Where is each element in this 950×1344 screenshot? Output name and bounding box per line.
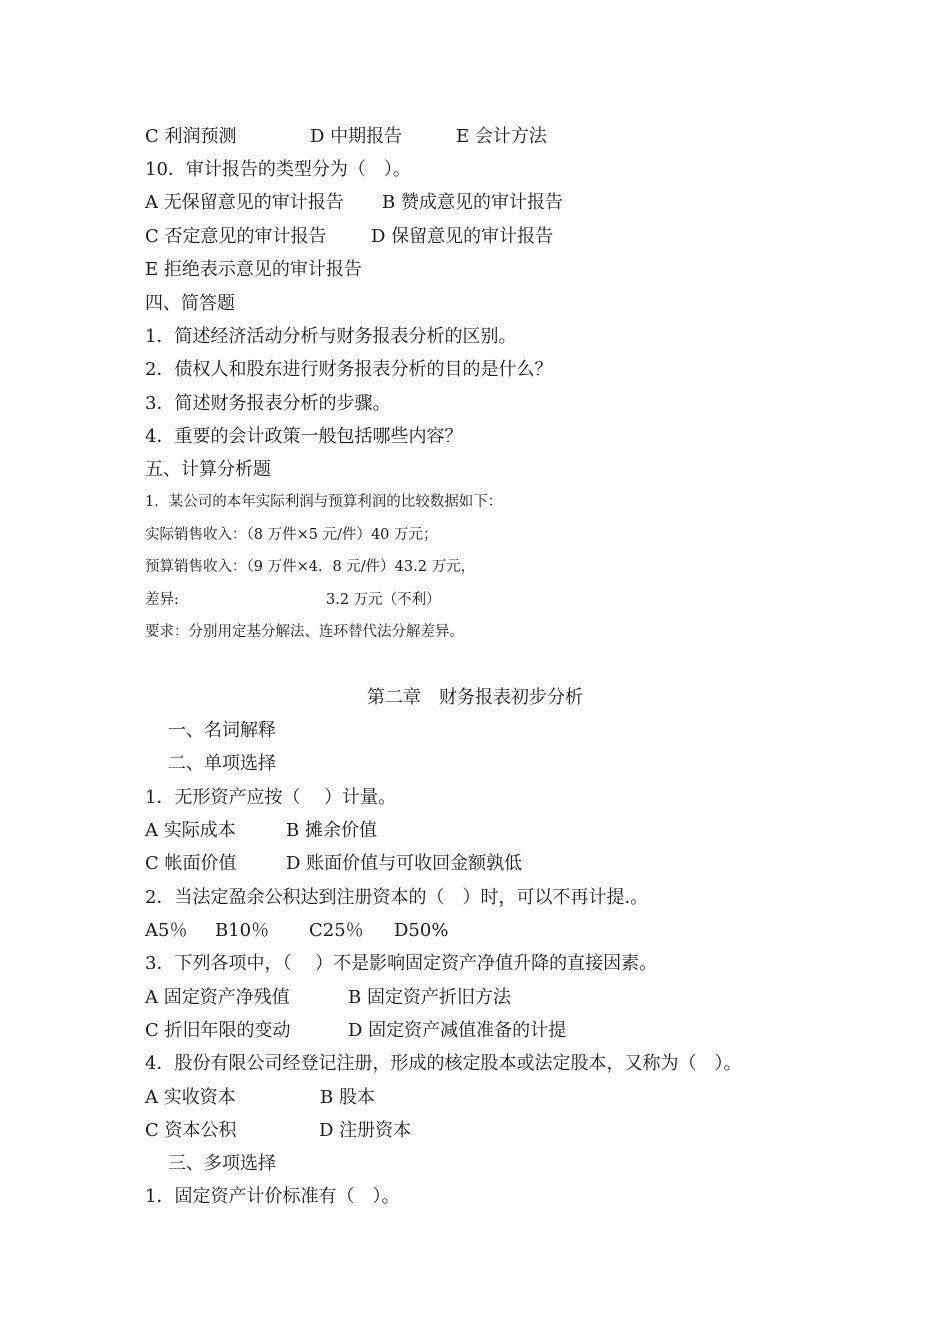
ch2-q4-option-b: B 股本 [320,1087,375,1108]
ch2-q3-option-a: A 固定资产净残值 [145,987,290,1008]
short-answer-q3: 3．简述财务报表分析的步骤。 [145,393,391,414]
q10-option-b: B 赞成意见的审计报告 [382,192,563,213]
chapter2-section-single-choice: 二、单项选择 [168,753,276,774]
short-answer-q4: 4．重要的会计政策一般包括哪些内容？ [145,426,463,447]
ch2-q2-option-c: C25％ [309,920,364,941]
q10-option-d: D 保留意见的审计报告 [371,226,554,247]
ch2-q1-option-b: B 摊余价值 [286,820,377,841]
ch2-q1-question: 1．无形资产应按（ ）计量。 [145,787,397,808]
ch2-q4-question: 4．股份有限公司经登记注册，形成的核定股本或法定股本，又称为（ ）。 [145,1053,742,1074]
calc-requirement: 要求：分别用定基分解法、连环替代法分解差异。 [145,624,464,640]
ch2-q1-option-a: A 实际成本 [145,820,236,841]
chapter2-section-terms: 一、名词解释 [168,720,276,741]
calc-difference-value: 3.2 万元（不利） [326,592,441,608]
ch2-q3-option-d: D 固定资产减值准备的计提 [348,1020,567,1041]
ch2-q4-option-a: A 实收资本 [145,1087,236,1108]
q9-option-c: C 利润预测 [145,126,237,147]
ch2-q1-option-d: D 账面价值与可收回金额孰低 [286,853,523,874]
chapter2-section-multi-choice: 三、多项选择 [168,1153,276,1174]
ch2-q4-option-d: D 注册资本 [319,1120,412,1141]
short-answer-q2: 2．债权人和股东进行财务报表分析的目的是什么？ [145,359,553,380]
chapter2-title: 第二章 财务报表初步分析 [367,687,583,708]
q10-option-a: A 无保留意见的审计报告 [145,192,344,213]
ch2-q1-option-c: C 帐面价值 [145,853,237,874]
q10-option-c: C 否定意见的审计报告 [145,226,327,247]
calc-budget-revenue: 预算销售收入：（9 万件×4．8 元/件）43.2 万元， [145,559,476,575]
ch2-q2-option-b: B10％ [215,920,270,941]
ch2-q2-option-a: A5％ [145,920,188,941]
ch2-q3-option-b: B 固定资产折旧方法 [348,987,511,1008]
q10-option-e: E 拒绝表示意见的审计报告 [145,259,362,280]
section-short-answer-heading: 四、简答题 [145,293,235,314]
short-answer-q1: 1．简述经济活动分析与财务报表分析的区别。 [145,326,517,347]
q9-option-d: D 中期报告 [310,126,403,147]
ch2-q4-option-c: C 资本公积 [145,1120,237,1141]
ch2-q2-option-d: D50% [394,920,449,941]
section-calculation-heading: 五、计算分析题 [145,459,271,480]
calc-q1-intro: 1．某公司的本年实际利润与预算利润的比较数据如下： [145,494,503,510]
q10-question: 10．审计报告的类型分为（ ）。 [145,159,411,180]
q9-option-e: E 会计方法 [456,126,547,147]
ch2-q3-option-c: C 折旧年限的变动 [145,1020,291,1041]
ch2-q3-question: 3．下列各项中，（ ）不是影响固定资产净值升降的直接因素。 [145,953,658,974]
ch2-multi-q1-question: 1．固定资产计价标准有（ ）。 [145,1186,400,1207]
ch2-q2-question: 2．当法定盈余公积达到注册资本的（ ）时，可以不再计提.。 [145,887,649,908]
calc-actual-revenue: 实际销售收入：（8 万件×5 元/件）40 万元； [145,527,438,543]
calc-difference-label: 差异: [145,592,179,608]
